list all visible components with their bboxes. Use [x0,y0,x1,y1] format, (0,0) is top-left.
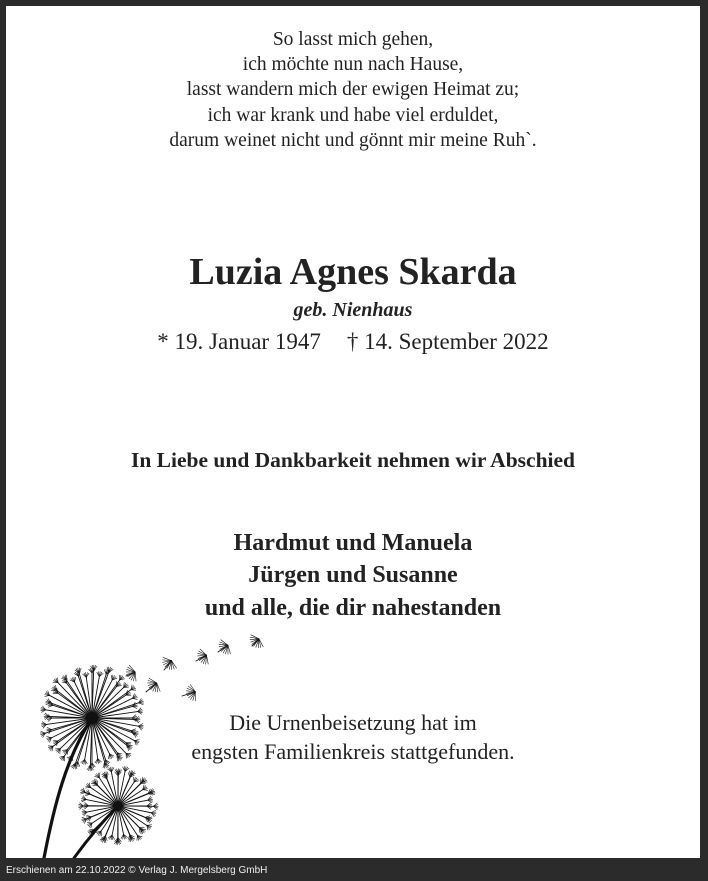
mourner-line-1: Hardmut und Manuela [233,530,473,556]
obituary-card [6,6,700,858]
footer-publisher: Erschienen am 22.10.2022 © Verlag J. Mergelsberg GmbH [6,865,268,876]
death-date: † 14. September 2022 [346,329,549,354]
poem-line-1: So lasst mich gehen, [272,29,434,50]
notice-line-1: Die Urnenbeisetzung hat im [229,710,477,735]
mourner-line-2: Jürgen und Susanne [248,562,458,588]
poem-line-2: ich möchte nun nach Hause, [242,54,464,75]
mourner-line-3: und alle, die dir nahestanden [204,595,502,621]
notice-line-2: engsten Familienkreis stattgefunden. [191,739,515,764]
dandelion-icon [6,6,700,858]
deceased-name: Luzia Agnes Skarda [189,251,517,293]
farewell-text: In Liebe und Dankbarkeit nehmen wir Abschied [130,448,576,472]
poem-line-5: darum weinet nicht und gönnt mir meine Ruh`. [169,130,537,151]
maiden-name: geb. Nienhaus [293,299,413,321]
poem-line-4: ich war krank und habe viel erduldet, [207,105,499,126]
birth-date: * 19. Januar 1947 [157,329,321,354]
poem-line-3: lasst wandern mich der ewigen Heimat zu; [186,79,520,100]
